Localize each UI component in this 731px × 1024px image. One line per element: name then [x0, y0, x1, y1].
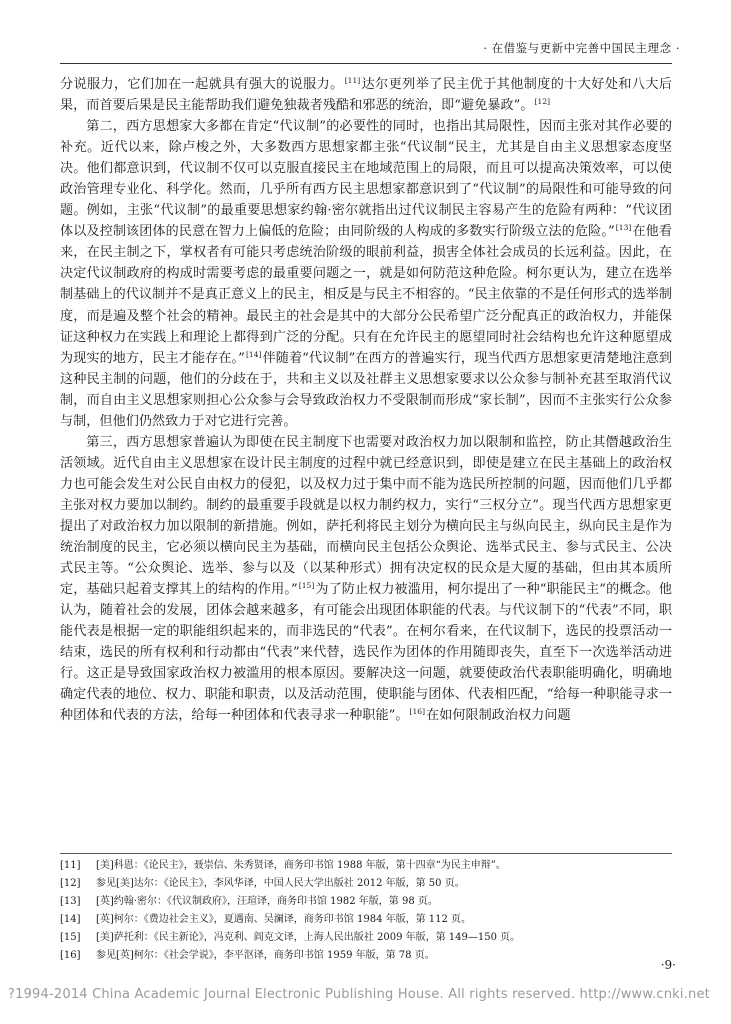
footnote-text: 参见[英]柯尔：《社会学说》，李平沤译，商务印书馆 1959 年版，第 78 页。 [96, 950, 435, 961]
footnote [60, 947, 672, 965]
footnote-text: 参见[美]达尔：《论民主》，李风华译，中国人民大学出版社 2012 年版，第 50 页。 [96, 878, 465, 889]
copyright-watermark: ?1994-2014 China Academic Journal Electronic Publishing House. All rights reserved. http://www.cnki.net [8, 987, 710, 1002]
paragraph-3 [60, 432, 672, 727]
paragraph-3-text-c: 在如何限制政治权力问题 [426, 708, 571, 724]
footnote-text: [美]科恩：《论民主》，聂崇信、朱秀贤译，商务印书馆 1988 年版，第十四章“为民主申辩”。 [96, 860, 506, 871]
footnote-number: [14] [60, 914, 81, 925]
paragraph-2-text-b: 在他看来，在民主制之下，掌权者有可能只考虑统治阶级的眼前利益，损害全体社会成员的长远利益。因此，在决定代议制政府的构成时需要考虑的最重要问题之一，就是如何防范这种危险。柯尔更认为，建立在选举制基础上的代议制并不是真正意义上的民主，相反是与民主不相容的。“民主依靠的不是任何形式的选举制度，而是遍及整个社会的精神。最民主的社会是其中的大部分公民希望广泛分配真正的政治权力，并能保证这种权力在实践上和理论上都得到广泛的分配。只有在允许民主的愿望同时社会结构也允许这种愿望成为现实的地方，民主才能存在。” [60, 224, 673, 366]
paragraph-2 [60, 116, 672, 432]
footnote-number: [12] [60, 878, 81, 889]
paragraph-3-text-a: 第三，西方思想家普遍认为即使在民主制度下也需要对政治权力加以限制和监控，防止其僭越政治生活领域。近代自由主义思想家在设计民主制度的过程中就已经意识到，即使是建立在民主基础上的政治权力也可能会发生对公民自由权力的侵犯，以及权力过于集中而不能为选民所控制的问题，因而他们几乎都主张对权力要加以制约。制约的最重要手段就是以权力制约权力，实行“三权分立”。现当代西方思想家更提出了对政治权力加以限制的新措施。例如，萨托利将民主划分为横向民主与纵向民主，纵向民主是作为统治制度的民主，它必须以横向民主为基础，而横向民主包括公众舆论、选举式民主、参与式民主、公决式民主等。“公众舆论、选举、参与以及（以某种形式）拥有决定权的民众是大厦的基础，但由其本质所定，基础只起着支撑其上的结构的作用。” [60, 434, 672, 598]
footnote-text: [英]柯尔：《费边社会主义》，夏遇南、吴澜译，商务印书馆 1984 年版，第 112 页。 [96, 914, 472, 925]
citation-12: [12] [534, 97, 551, 107]
citation-15: [15] [298, 581, 315, 591]
footnote-number: [11] [60, 860, 81, 871]
page-number: ·9· [660, 958, 676, 972]
footnotes [60, 857, 672, 965]
paragraph-1-text-b: 达尔更列举了民主优于其他制度的十大好处和八大后果，而首要后果是民主能帮助我们避免独裁者残酷和邪恶的统治，即“避免暴政”。 [60, 77, 672, 114]
citation-11: [11] [344, 76, 361, 85]
header-rule [60, 63, 672, 64]
footnote-text: [美]萨托利：《民主新论》，冯克利、阎克文译，上海人民出版社 2009 年版，第 149—150 页。 [96, 932, 521, 943]
citation-13: [13] [615, 223, 632, 233]
footnote-rule [60, 853, 672, 854]
citation-16: [16] [409, 707, 426, 717]
paragraph-2-text-c: 伴随着“代议制”在西方的普遍实行，现当代西方思想家更清楚地注意到这种民主制的问题，他们的分歧在于，共和主义以及社群主义思想家要求以公众参与制补充甚至取消代议制，而自由主义思想家则担心公众参与会导致政治权力不受限制而形成“家长制”，因而不主张实行公众参与制，但他们仍然致力于对它进行完善。 [60, 350, 672, 429]
citation-14: [14] [245, 349, 262, 359]
paragraph-2-text-a: 第二，西方思想家大多都在肯定“代议制”的必要性的同时，也指出其局限性，因而主张对其作必要的补充。近代以来，除卢梭之外，大多数西方思想家都主张“代议制”民主，尤其是自由主义思想家态度坚决。他们都意识到，代议制不仅可以克服直接民主在地域范围上的局限，而且可以提高决策效率，可以使政治管理专业化、科学化。然而，几乎所有西方民主思想家都意识到了“代议制”的局限性和可能导致的问题。例如，主张“代议制”的最重要思想家约翰·密尔就指出过代议制民主容易产生的危险有两种：“代议团体以及控制该团体的民意在智力上偏低的危险；由同阶级的人构成的多数实行阶级立法的危险。” [60, 119, 672, 240]
footnote-number: [13] [60, 896, 81, 907]
running-head: · 在借鉴与更新中完善中国民主理念 · [483, 41, 680, 55]
paragraph-1 [60, 74, 672, 116]
footnote [60, 857, 672, 875]
footnote [60, 929, 672, 947]
footnote-number: [16] [60, 950, 81, 961]
paragraph-1-text-a: 分说服力，它们加在一起就具有强大的说服力。 [60, 77, 344, 92]
footnote [60, 893, 672, 911]
footnote [60, 875, 672, 893]
footnote [60, 911, 672, 929]
footnote-text: [英]约翰·密尔：《代议制政府》，汪瑄译，商务印书馆 1982 年版，第 98 页。 [96, 896, 438, 907]
footnote-number: [15] [60, 932, 81, 943]
paragraph-3-text-b: 为了防止权力被滥用，柯尔提出了一种“职能民主”的概念。他认为，随着社会的发展，团体会越来越多，有可能会出现团体职能的代表。与代议制下的“代表”不同，职能代表是根据一定的职能组织起来的，而非选民的“代表”。在柯尔看来，在代议制下，选民的投票活动一结束，选民的所有权利和行动都由“代表”来代替，选民作为团体的作用随即丧失，直至下一次选举活动进行。这正是导致国家政治权力被滥用的根本原因。要解决这一问题，就要使政治代表职能明确化，明确地确定代表的地位、权力、职能和职责，以及活动范围，使职能与团体、代表相匹配，“给每一种职能寻求一种团体和代表的方法，给每一种团体和代表寻求一种职能”。 [60, 582, 672, 724]
body-text [60, 74, 672, 726]
